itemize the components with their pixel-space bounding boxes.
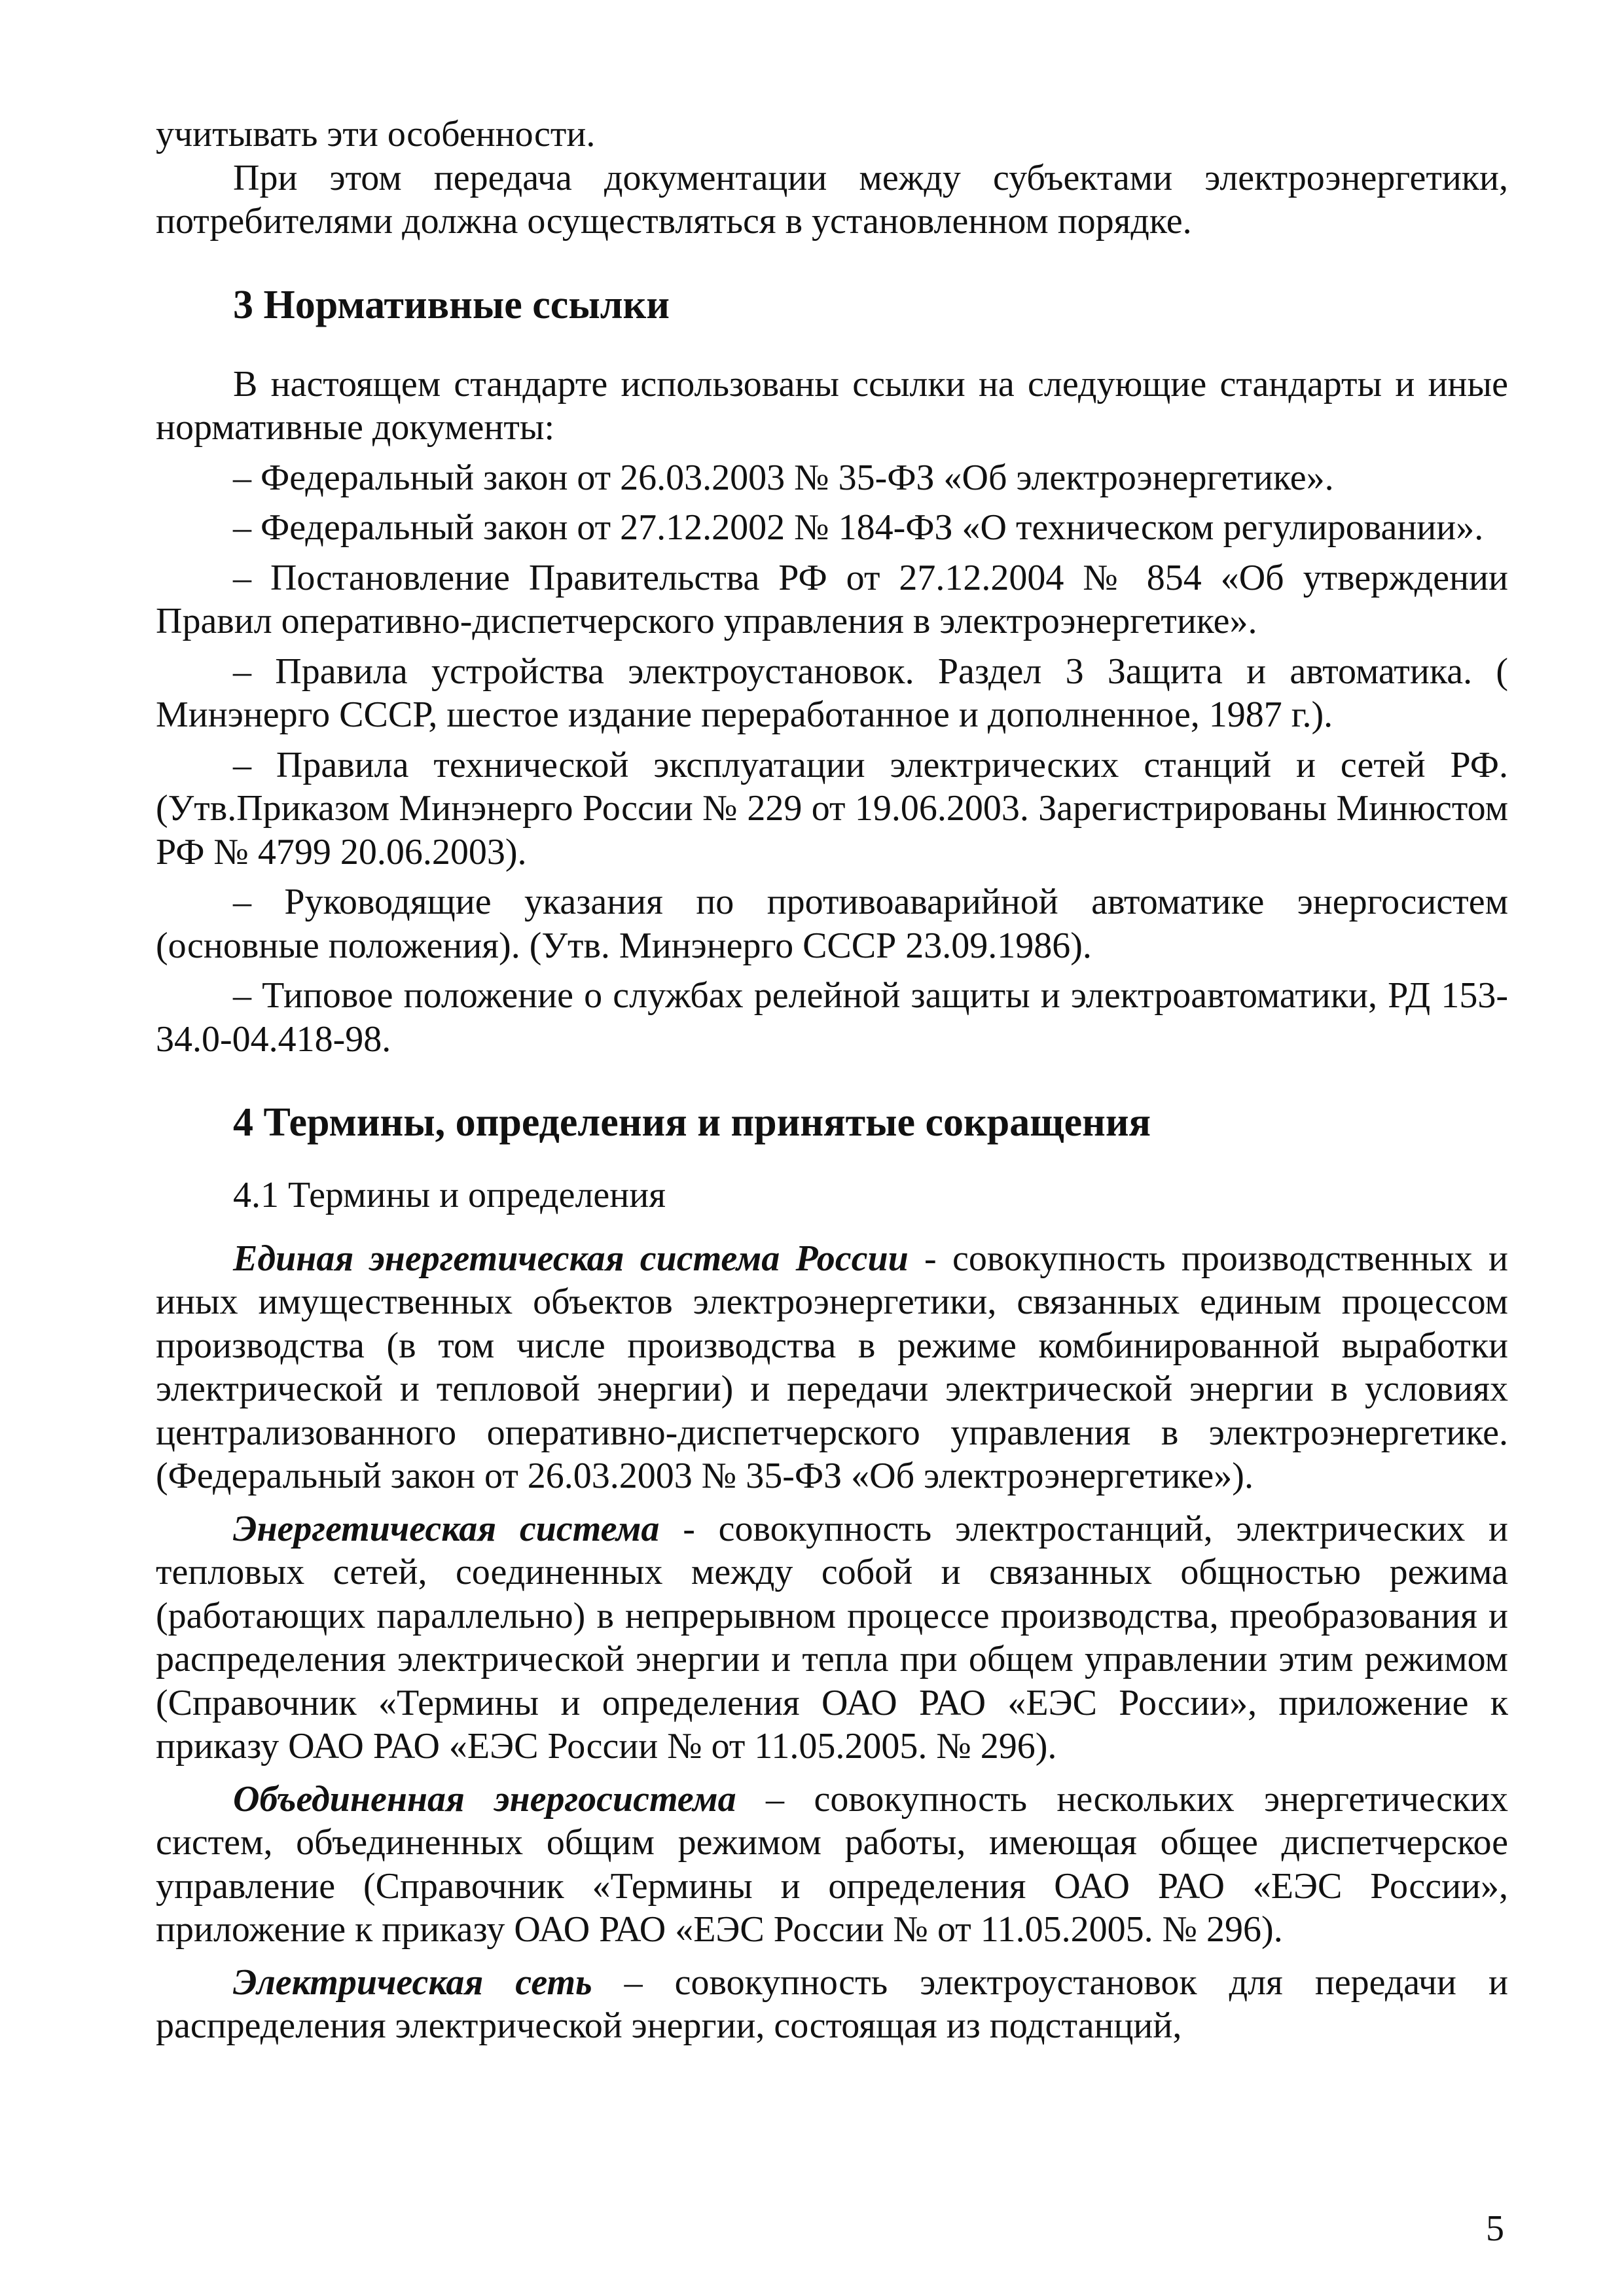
section-4-heading: 4 Термины, определения и принятые сокращения [233, 1100, 1151, 1145]
intro-continuation: учитывать эти особенности. [156, 114, 596, 154]
section-3-intro: В настоящем стандарте использованы ссылки на следующие стандарты и иные нормативные документы: [156, 363, 1508, 448]
reference-item: – Правила технической эксплуатации электрических станций и сетей РФ. (Утв.Приказом Минэнерго России № 229 от 19.06.2003. Зарегистрированы Минюстом РФ № 4799 20.06.2003). [156, 744, 1508, 872]
page-number: 5 [1486, 2208, 1504, 2249]
definition-paragraph [156, 1237, 1508, 1498]
definition-term: Единая энергетическая система России [233, 1238, 909, 1279]
definition-paragraph [156, 1778, 1508, 1952]
definition-paragraph [156, 1507, 1508, 1768]
section-3-heading: 3 Нормативные ссылки [233, 282, 670, 327]
reference-item: – Постановление Правительства РФ от 27.12.2004 № 854 «Об утверждении Правил оперативно-диспетчерского управления в электроэнергетике». [156, 557, 1508, 641]
section-4-1-subheading: 4.1 Термины и определения [233, 1175, 666, 1215]
reference-item: – Руководящие указания по противоаварийной автоматике энергосистем (основные положения). (Утв. Минэнерго СССР 23.09.1986). [156, 882, 1508, 966]
definition-term: Электрическая сеть [233, 1962, 592, 2003]
document-page [156, 113, 1508, 2048]
definition-term: Объединенная энергосистема [233, 1778, 736, 1820]
intro-paragraph: При этом передача документации между субъектами электроэнергетики, потребителями должна осуществляться в установленном порядке. [156, 157, 1508, 242]
reference-item: – Правила устройства электроустановок. Раздел 3 Защита и автоматика. ( Минэнерго СССР, шестое издание переработанное и дополненное, 1987 г.). [156, 651, 1508, 735]
reference-item: – Федеральный закон от 27.12.2002 № 184-ФЗ «О техническом регулировании». [233, 507, 1484, 548]
reference-item: – Федеральный закон от 26.03.2003 № 35-ФЗ «Об электроэнергетике». [233, 457, 1334, 498]
reference-item: – Типовое положение о службах релейной защиты и электроавтоматики, РД 153-34.0-04.418-98. [156, 975, 1508, 1060]
definition-text: - совокупность производственных и иных имущественных объектов электроэнергетики, связанных единым процессом производства (в том числе производства в режиме комбинированной выработки электрической и тепловой энергии) и передачи электрической энергии в условиях централизованного оперативно-диспетчерского управления в электроэнергетике. (Федеральный закон от 26.03.2003 № 35-ФЗ «Об электроэнергетике»). [156, 1238, 1509, 1496]
definition-text: - совокупность электростанций, электрических и тепловых сетей, соединенных между собой и связанных общностью режима (работающих параллельно) в непрерывном процессе производства, преобразования и распределения электрической энергии и тепла при общем управлении этим режимом (Справочник «Термины и определения ОАО РАО «ЕЭС России», приложение к приказу ОАО РАО «ЕЭС России № от 11.05.2005. № 296). [156, 1508, 1509, 1767]
definition-term: Энергетическая система [233, 1508, 660, 1549]
definition-paragraph [156, 1961, 1508, 2048]
definition-text: – совокупность электроустановок для передачи и распределения электрической энергии, состоящая из подстанций, [156, 1962, 1508, 2046]
definition-text: – совокупность нескольких энергетических систем, объединенных общим режимом работы, имеющая общее диспетчерское управление (Справочник «Термины и определения ОАО РАО «ЕЭС России», приложение к приказу ОАО РАО «ЕЭС России № от 11.05.2005. № 296). [156, 1778, 1509, 1950]
